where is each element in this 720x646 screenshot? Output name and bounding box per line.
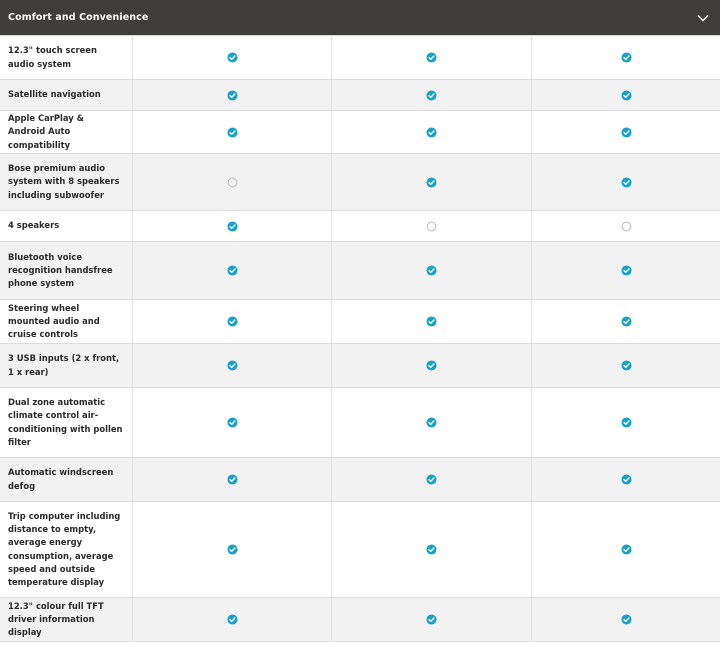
check-circle-icon: [426, 90, 437, 101]
empty-circle-icon: [426, 221, 437, 232]
feature-cell: [133, 502, 332, 597]
feature-cell: [133, 111, 332, 153]
section-header[interactable]: [0, 0, 720, 36]
empty-circle-icon: [227, 177, 238, 188]
check-circle-icon: [621, 177, 632, 188]
check-circle-icon: [621, 127, 632, 138]
table-row: [0, 211, 720, 242]
feature-cell: [332, 388, 532, 457]
table-row: [0, 36, 720, 80]
check-circle-icon: [621, 52, 632, 63]
feature-label: Trip computer including distance to empty, average energy consumption, average speed and outside temperature display: [0, 502, 133, 597]
feature-cell: [532, 300, 720, 343]
table-row: [0, 598, 720, 642]
feature-cell: [332, 154, 532, 210]
check-circle-icon: [621, 544, 632, 555]
check-circle-icon: [621, 265, 632, 276]
feature-label: Steering wheel mounted audio and cruise controls: [0, 300, 133, 343]
table-row: [0, 344, 720, 388]
feature-cell: [332, 344, 532, 387]
feature-label: 12.3" touch screen audio system: [0, 36, 133, 79]
feature-cell: [332, 111, 532, 153]
check-circle-icon: [227, 265, 238, 276]
check-circle-icon: [426, 614, 437, 625]
feature-label: Bose premium audio system with 8 speakers including subwoofer: [0, 154, 133, 210]
check-circle-icon: [227, 90, 238, 101]
feature-cell: [532, 458, 720, 501]
check-circle-icon: [426, 544, 437, 555]
table-row: [0, 502, 720, 598]
check-circle-icon: [426, 417, 437, 428]
check-circle-icon: [426, 316, 437, 327]
table-row: [0, 80, 720, 111]
feature-cell: [532, 111, 720, 153]
check-circle-icon: [227, 52, 238, 63]
feature-cell: [332, 458, 532, 501]
check-circle-icon: [227, 127, 238, 138]
check-circle-icon: [426, 177, 437, 188]
check-circle-icon: [621, 614, 632, 625]
table-row: [0, 111, 720, 154]
feature-cell: [133, 154, 332, 210]
table-row: [0, 388, 720, 458]
check-circle-icon: [621, 316, 632, 327]
feature-cell: [532, 598, 720, 641]
feature-cell: [532, 80, 720, 110]
feature-cell: [532, 242, 720, 299]
feature-cell: [133, 344, 332, 387]
check-circle-icon: [621, 474, 632, 485]
section-title: Comfort and Convenience: [8, 12, 149, 23]
feature-cell: [133, 388, 332, 457]
feature-label: 12.3" colour full TFT driver information display: [0, 598, 133, 641]
feature-cell: [133, 80, 332, 110]
table-row: [0, 300, 720, 344]
check-circle-icon: [621, 90, 632, 101]
check-circle-icon: [426, 52, 437, 63]
feature-label: Apple CarPlay & Android Auto compatibility: [0, 111, 133, 153]
feature-cell: [532, 154, 720, 210]
feature-cell: [332, 211, 532, 241]
check-circle-icon: [426, 360, 437, 371]
table-row: [0, 458, 720, 502]
feature-label: Automatic windscreen defog: [0, 458, 133, 501]
chevron-down-icon[interactable]: [696, 11, 710, 25]
feature-cell: [332, 300, 532, 343]
feature-cell: [532, 211, 720, 241]
feature-cell: [332, 242, 532, 299]
check-circle-icon: [426, 474, 437, 485]
check-circle-icon: [227, 474, 238, 485]
empty-circle-icon: [621, 221, 632, 232]
feature-cell: [133, 598, 332, 641]
check-circle-icon: [426, 127, 437, 138]
feature-cell: [332, 502, 532, 597]
check-circle-icon: [621, 417, 632, 428]
check-circle-icon: [227, 221, 238, 232]
feature-table: [0, 36, 720, 642]
feature-label: Dual zone automatic climate control air-conditioning with pollen filter: [0, 388, 133, 457]
feature-label: Bluetooth voice recognition handsfree phone system: [0, 242, 133, 299]
check-circle-icon: [227, 417, 238, 428]
feature-cell: [133, 36, 332, 79]
feature-label: 3 USB inputs (2 x front, 1 x rear): [0, 344, 133, 387]
feature-cell: [532, 36, 720, 79]
check-circle-icon: [227, 316, 238, 327]
feature-cell: [133, 211, 332, 241]
check-circle-icon: [227, 360, 238, 371]
feature-label: 4 speakers: [0, 211, 133, 241]
feature-cell: [532, 502, 720, 597]
feature-cell: [332, 80, 532, 110]
feature-cell: [532, 344, 720, 387]
feature-cell: [332, 36, 532, 79]
feature-cell: [133, 458, 332, 501]
feature-cell: [532, 388, 720, 457]
table-row: [0, 154, 720, 211]
feature-cell: [133, 300, 332, 343]
check-circle-icon: [426, 265, 437, 276]
check-circle-icon: [227, 544, 238, 555]
check-circle-icon: [621, 360, 632, 371]
table-row: [0, 242, 720, 300]
feature-cell: [332, 598, 532, 641]
check-circle-icon: [227, 614, 238, 625]
feature-label: Satellite navigation: [0, 80, 133, 110]
feature-cell: [133, 242, 332, 299]
